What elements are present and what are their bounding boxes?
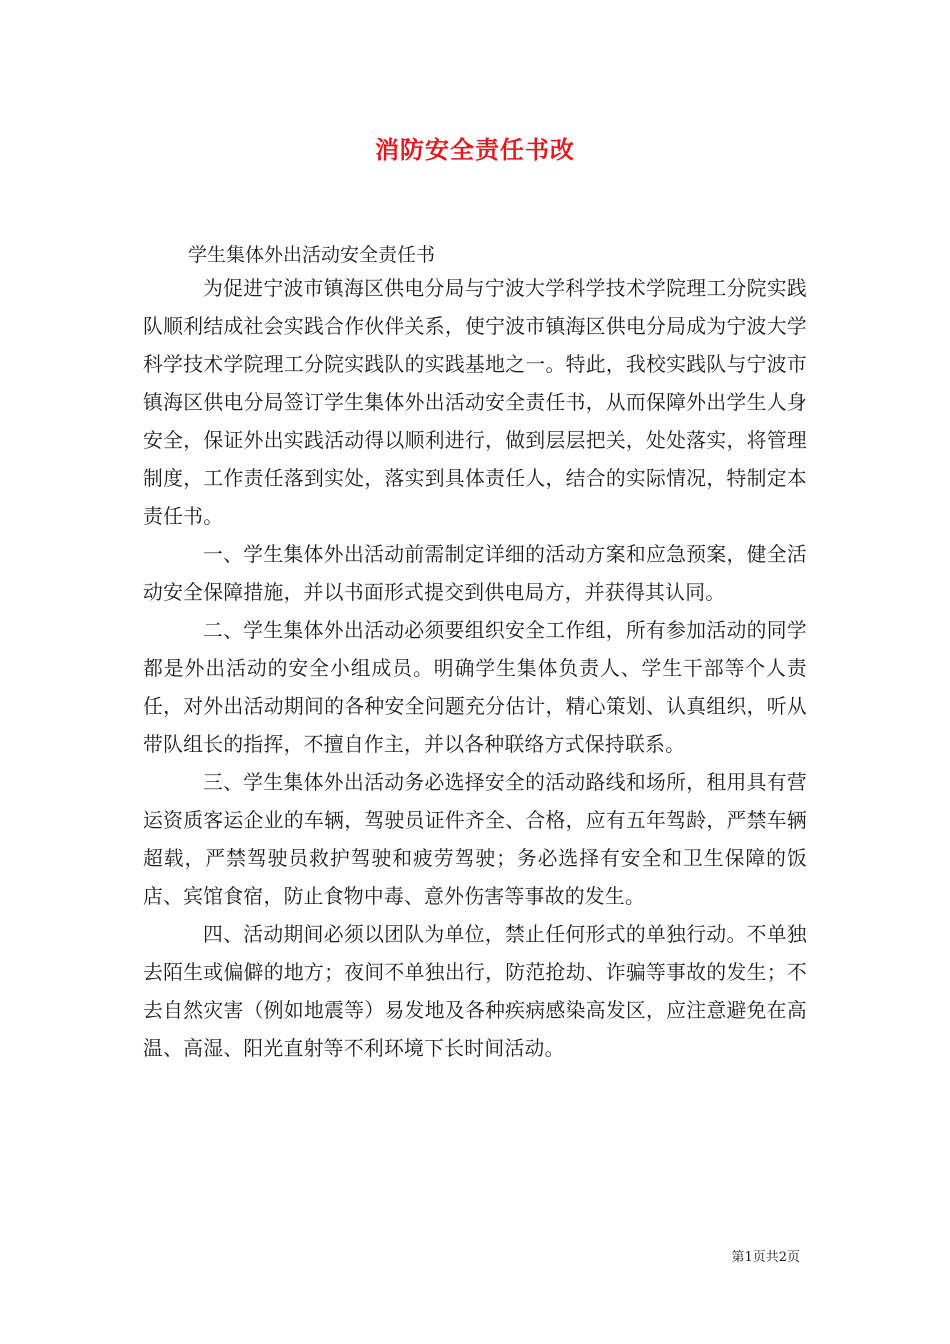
page-number-indicator: 第1页共2页 [731,1250,800,1265]
paragraph-clause-3: 三、学生集体外出活动务必选择安全的活动路线和场所，租用具有营运资质客运企业的车辆，驾驶员证件齐全、合格，应有五年驾龄，严禁车辆超载，严禁驾驶员救护驾驶和疲劳驾驶；务必选择有安全和卫生保障的饭店、宾馆食宿，防止食物中毒、意外伤害等事故的发生。 [143,771,807,908]
paragraph-intro: 为促进宁波市镇海区供电分局与宁波大学科学技术学院理工分院实践队顺利结成社会实践合作伙伴关系，使宁波市镇海区供电分局成为宁波大学科学技术学院理工分院实践队的实践基地之一。特此，我校实践队与宁波市镇海区供电分局签订学生集体外出活动安全责任书，从而保障外出学生人身安全，保证外出实践活动得以顺利进行，做到层层把关，处处落实，将管理制度，工作责任落到实处，落实到具体责任人，结合的实际情况，特制定本责任书。 [143,277,807,528]
paragraph-clause-2: 二、学生集体外出活动必须要组织安全工作组，所有参加活动的同学都是外出活动的安全小组成员。明确学生集体负责人、学生干部等个人责任，对外出活动期间的各种安全问题充分估计，精心策划、认真组织，听从带队组长的指挥，不擅自作主，并以各种联络方式保持联系。 [143,619,807,756]
paragraph-clause-4: 四、活动期间必须以团队为单位，禁止任何形式的单独行动。不单独去陌生或偏僻的地方；夜间不单独出行，防范抢劫、诈骗等事故的发生；不去自然灾害（例如地震等）易发地及各种疾病感染高发区，应注意避免在高温、高湿、阳光直射等不利环境下长时间活动。 [143,923,807,1060]
document-subtitle: 学生集体外出活动安全责任书 [188,244,436,266]
document-body [143,270,807,1068]
paragraph-clause-1: 一、学生集体外出活动前需制定详细的活动方案和应急预案，健全活动安全保障措施，并以书面形式提交到供电局方，并获得其认同。 [143,543,807,604]
page-title: 消防安全责任书改 [375,135,575,164]
